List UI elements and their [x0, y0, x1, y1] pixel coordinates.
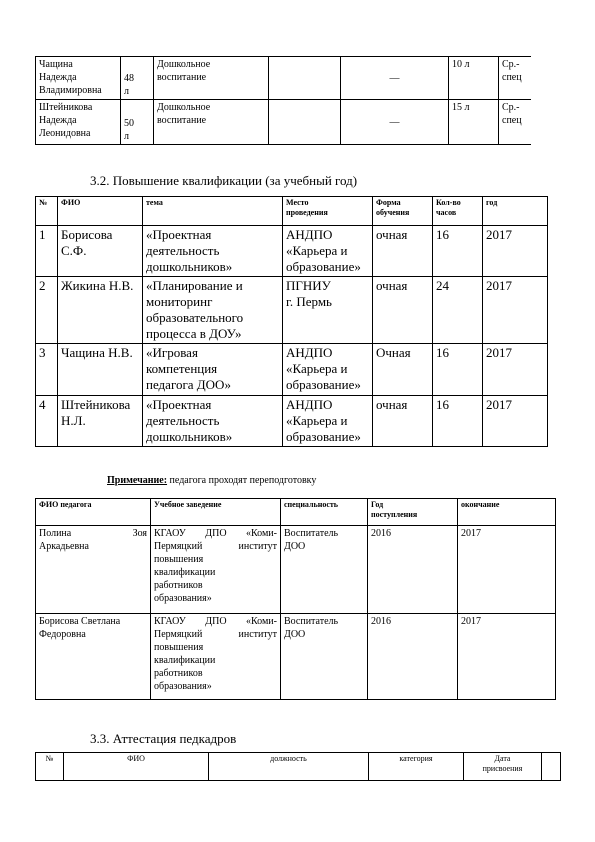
table-header-row — [36, 753, 561, 781]
fio-cell: Жикина Н.В. — [58, 277, 143, 344]
place-cell: АНДПО «Карьера и образование» — [283, 396, 373, 447]
place-cell: АНДПО «Карьера и образование» — [283, 226, 373, 277]
hours-cell: 16 — [433, 344, 483, 396]
header-fio: ФИО — [64, 753, 209, 781]
specialty-cell: Воспитатель ДОО — [281, 526, 368, 614]
form-cell: Очная — [373, 344, 433, 396]
dash-cell: — — [341, 100, 449, 145]
institution-cell: КГАОУ ДПО «Коми- Пермяцкий институт повышения квалификации работников образования» — [151, 526, 281, 614]
staff-table — [35, 56, 531, 145]
header-specialty: специальность — [281, 499, 368, 526]
end-cell: 2017 — [458, 614, 556, 700]
header-institution: Учебное заведение — [151, 499, 281, 526]
hours-cell: 16 — [433, 396, 483, 447]
num-cell: 3 — [36, 344, 58, 396]
fio-cell: Борисова Светлана Федоровна — [36, 614, 151, 700]
header-topic: тема — [143, 197, 283, 226]
experience-cell: 10 л — [449, 57, 499, 100]
header-end: окончание — [458, 499, 556, 526]
specialty-cell: Воспитатель ДОО — [281, 614, 368, 700]
category-cell: Ср.-спец — [499, 57, 531, 100]
form-cell: очная — [373, 226, 433, 277]
place-cell: АНДПО «Карьера и образование» — [283, 344, 373, 396]
header-num: № — [36, 197, 58, 226]
year-cell: 2017 — [483, 277, 548, 344]
section-heading-qualification: 3.2. Повышение квалификации (за учебный год) — [90, 173, 358, 188]
num-cell: 2 — [36, 277, 58, 344]
header-fio: ФИО — [58, 197, 143, 226]
topic-cell: «Проектная деятельность дошкольников» — [143, 396, 283, 447]
header-year-in: Год поступления — [368, 499, 458, 526]
education-cell: Дошкольное воспитание — [154, 57, 269, 100]
form-cell: очная — [373, 396, 433, 447]
header-place: Место проведения — [283, 197, 373, 226]
header-position: должность — [209, 753, 369, 781]
institution-cell: КГАОУ ДПО «Коми- Пермяцкий институт повышения квалификации работников образования» — [151, 614, 281, 700]
qualification-table — [35, 196, 548, 447]
fio-cell: Чащина Н.В. — [58, 344, 143, 396]
table-row — [36, 344, 548, 396]
fio-cell: Борисова С.Ф. — [58, 226, 143, 277]
table-row — [36, 614, 556, 700]
note-text: педагога проходят переподготовку — [169, 475, 317, 486]
header-date: Дата присвоения — [464, 753, 542, 781]
fio-cell: Штейникова Надежда Леонидовна — [36, 100, 121, 145]
retraining-note — [107, 475, 316, 486]
header-hours: Кол-во часов — [433, 197, 483, 226]
age-cell: 48 л — [121, 57, 154, 100]
year-cell: 2017 — [483, 344, 548, 396]
table-row — [36, 100, 531, 145]
year-cell: 2017 — [483, 396, 548, 447]
empty-cell — [542, 753, 561, 781]
hours-cell: 16 — [433, 226, 483, 277]
table-row — [36, 396, 548, 447]
num-cell: 4 — [36, 396, 58, 447]
education-cell: Дошкольное воспитание — [154, 100, 269, 145]
empty-cell — [269, 57, 341, 100]
place-cell: ПГНИУ г. Пермь — [283, 277, 373, 344]
end-cell: 2017 — [458, 526, 556, 614]
num-cell: 1 — [36, 226, 58, 277]
table-header-row — [36, 499, 556, 526]
year-in-cell: 2016 — [368, 614, 458, 700]
table-row — [36, 277, 548, 344]
table-header-row — [36, 197, 548, 226]
empty-cell — [269, 100, 341, 145]
table-row — [36, 526, 556, 614]
attestation-table — [35, 752, 561, 781]
category-cell: Ср.-спец — [499, 100, 531, 145]
retraining-table — [35, 498, 556, 700]
fio-cell: Полина Зоя Аркадьевна — [36, 526, 151, 614]
hours-cell: 24 — [433, 277, 483, 344]
header-num: № — [36, 753, 64, 781]
fio-cell: Штейникова Н.Л. — [58, 396, 143, 447]
dash-cell: — — [341, 57, 449, 100]
experience-cell: 15 л — [449, 100, 499, 145]
topic-cell: «Проектная деятельность дошкольников» — [143, 226, 283, 277]
header-form: Форма обучения — [373, 197, 433, 226]
header-year: год — [483, 197, 548, 226]
year-cell: 2017 — [483, 226, 548, 277]
note-label: Примечание: — [107, 475, 168, 486]
age-cell: 50 л — [121, 100, 154, 145]
section-heading-attestation: 3.3. Аттестация педкадров — [90, 731, 237, 746]
topic-cell: «Игровая компетенция педагога ДОО» — [143, 344, 283, 396]
header-category: категория — [369, 753, 464, 781]
header-fio: ФИО педагога — [36, 499, 151, 526]
table-row — [36, 57, 531, 100]
year-in-cell: 2016 — [368, 526, 458, 614]
table-row — [36, 226, 548, 277]
topic-cell: «Планирование и мониторинг образовательного процесса в ДОУ» — [143, 277, 283, 344]
fio-cell: Чащина Надежда Владимировна — [36, 57, 121, 100]
form-cell: очная — [373, 277, 433, 344]
